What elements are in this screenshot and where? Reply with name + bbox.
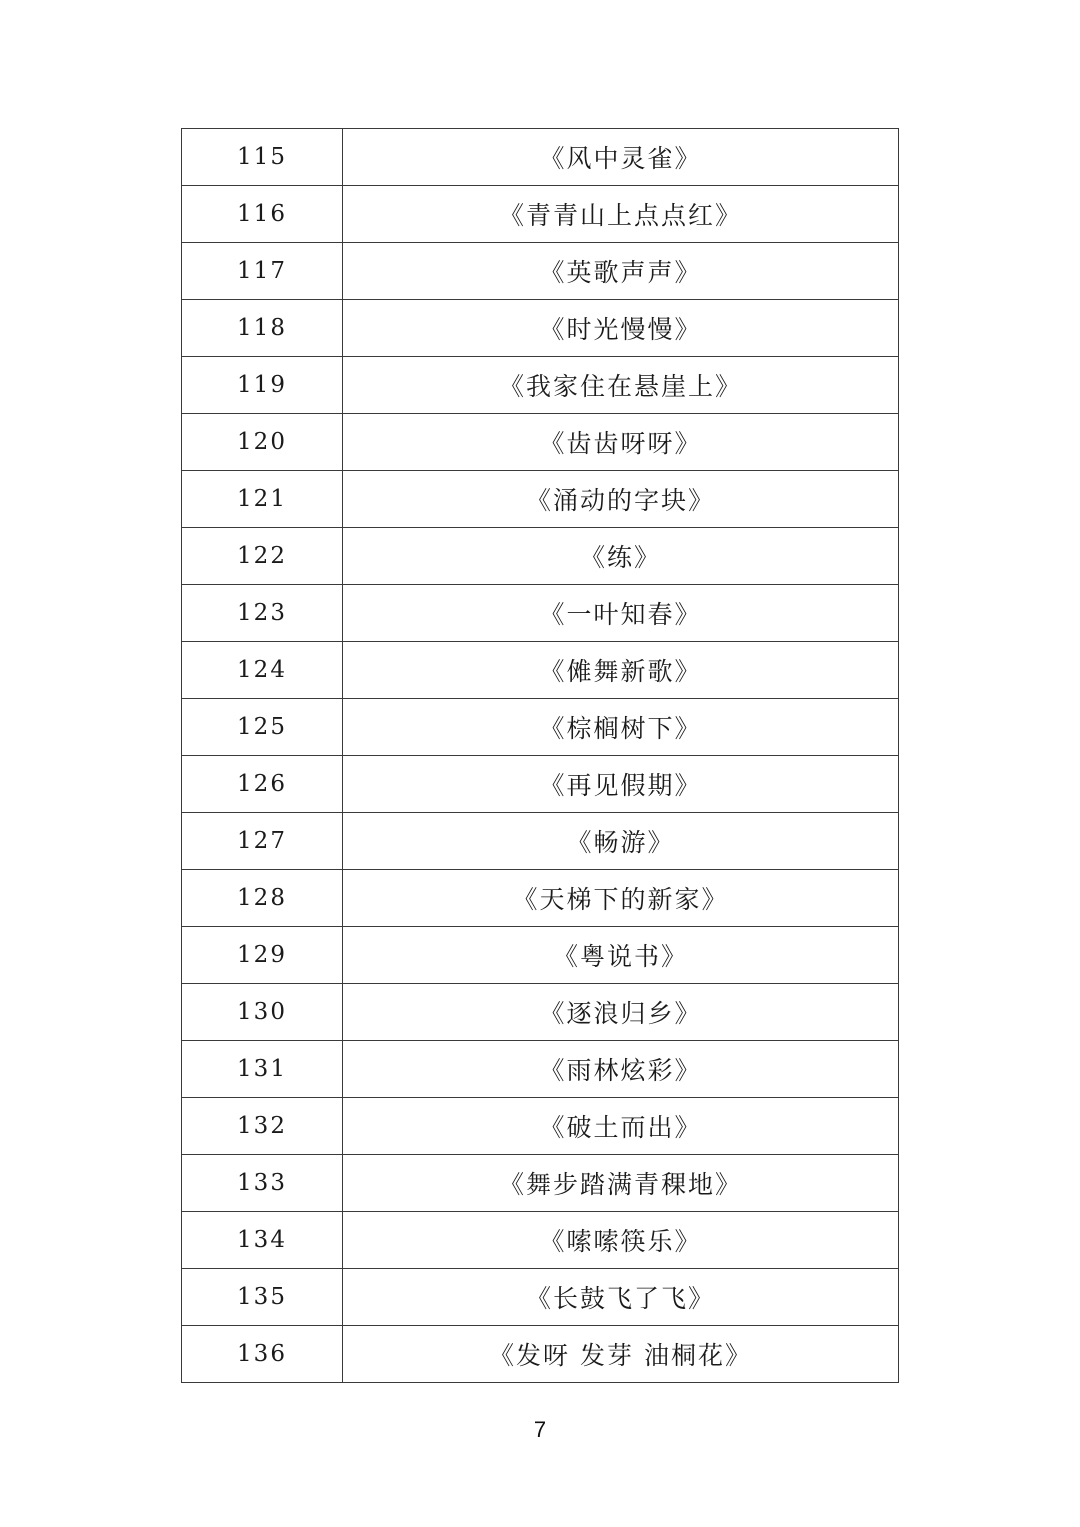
table-row xyxy=(182,1269,899,1326)
table-row xyxy=(182,984,899,1041)
work-title: 《练》 xyxy=(343,528,899,585)
table-row xyxy=(182,357,899,414)
table-row xyxy=(182,471,899,528)
row-number: 121 xyxy=(182,471,343,528)
work-title: 《再见假期》 xyxy=(343,756,899,813)
table-row xyxy=(182,186,899,243)
row-number: 135 xyxy=(182,1269,343,1326)
row-number: 117 xyxy=(182,243,343,300)
work-title: 《嗦嗦筷乐》 xyxy=(343,1212,899,1269)
work-title: 《雨林炫彩》 xyxy=(343,1041,899,1098)
works-table xyxy=(181,128,899,1383)
table-row xyxy=(182,642,899,699)
row-number: 131 xyxy=(182,1041,343,1098)
table-row xyxy=(182,1098,899,1155)
work-title: 《逐浪归乡》 xyxy=(343,984,899,1041)
row-number: 127 xyxy=(182,813,343,870)
row-number: 115 xyxy=(182,129,343,186)
row-number: 119 xyxy=(182,357,343,414)
row-number: 116 xyxy=(182,186,343,243)
row-number: 125 xyxy=(182,699,343,756)
row-number: 129 xyxy=(182,927,343,984)
row-number: 128 xyxy=(182,870,343,927)
work-title: 《涌动的字块》 xyxy=(343,471,899,528)
work-title: 《长鼓飞了飞》 xyxy=(343,1269,899,1326)
table-row xyxy=(182,699,899,756)
table-row xyxy=(182,1155,899,1212)
table-row xyxy=(182,813,899,870)
work-title: 《风中灵雀》 xyxy=(343,129,899,186)
table-row xyxy=(182,756,899,813)
work-title: 《时光慢慢》 xyxy=(343,300,899,357)
table-row xyxy=(182,1326,899,1383)
work-title: 《青青山上点点红》 xyxy=(343,186,899,243)
work-title: 《天梯下的新家》 xyxy=(343,870,899,927)
work-title: 《舞步踏满青稞地》 xyxy=(343,1155,899,1212)
table-body xyxy=(182,129,899,1383)
row-number: 118 xyxy=(182,300,343,357)
work-title: 《齿齿呀呀》 xyxy=(343,414,899,471)
work-title: 《傩舞新歌》 xyxy=(343,642,899,699)
work-title: 《我家住在悬崖上》 xyxy=(343,357,899,414)
row-number: 126 xyxy=(182,756,343,813)
row-number: 120 xyxy=(182,414,343,471)
work-title: 《破土而出》 xyxy=(343,1098,899,1155)
table-row xyxy=(182,243,899,300)
row-number: 124 xyxy=(182,642,343,699)
work-title: 《畅游》 xyxy=(343,813,899,870)
work-title: 《棕榈树下》 xyxy=(343,699,899,756)
work-title: 《一叶知春》 xyxy=(343,585,899,642)
table-row xyxy=(182,1041,899,1098)
work-title: 《英歌声声》 xyxy=(343,243,899,300)
table-row xyxy=(182,300,899,357)
table-row xyxy=(182,414,899,471)
row-number: 136 xyxy=(182,1326,343,1383)
table-row xyxy=(182,870,899,927)
table-row xyxy=(182,129,899,186)
row-number: 134 xyxy=(182,1212,343,1269)
work-title: 《发呀 发芽 油桐花》 xyxy=(343,1326,899,1383)
row-number: 123 xyxy=(182,585,343,642)
work-title: 《粤说书》 xyxy=(343,927,899,984)
page-number: 7 xyxy=(533,1417,547,1442)
table-row xyxy=(182,927,899,984)
row-number: 122 xyxy=(182,528,343,585)
table-row xyxy=(182,528,899,585)
row-number: 130 xyxy=(182,984,343,1041)
row-number: 133 xyxy=(182,1155,343,1212)
row-number: 132 xyxy=(182,1098,343,1155)
table-row xyxy=(182,1212,899,1269)
table-row xyxy=(182,585,899,642)
